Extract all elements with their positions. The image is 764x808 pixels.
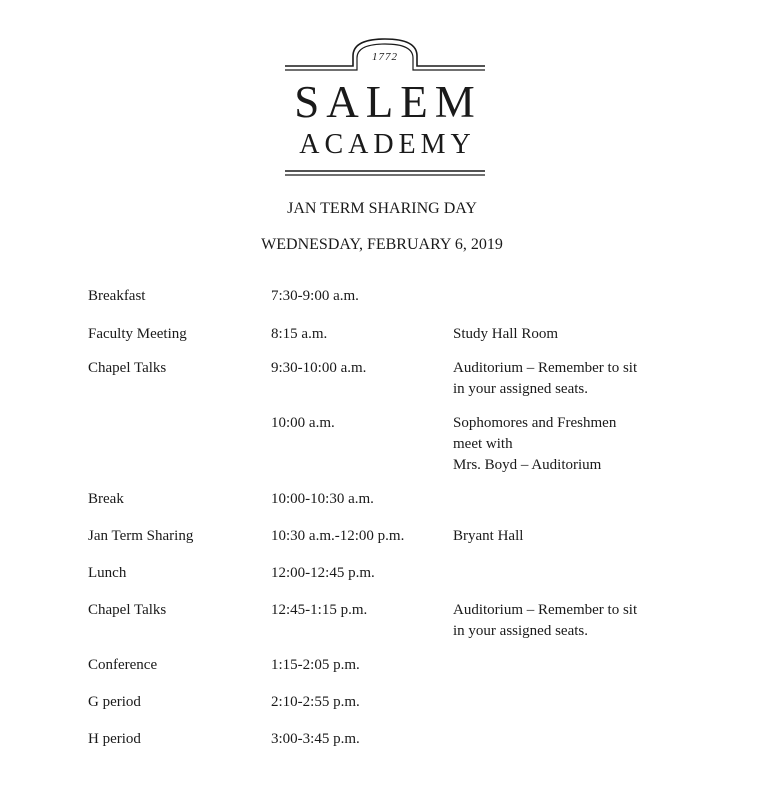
schedule-time: 10:00 a.m.	[271, 415, 335, 431]
schedule-time: 3:00-3:45 p.m.	[271, 731, 360, 747]
logo-year: 1772	[372, 51, 398, 63]
schedule-location-line: Mrs. Boyd – Auditorium	[453, 457, 602, 473]
schedule-event: Chapel Talks	[88, 360, 167, 376]
schedule-location-line: Auditorium – Remember to sit	[453, 360, 638, 376]
schedule-time: 9:30-10:00 a.m.	[271, 360, 367, 376]
schedule-time: 12:00-12:45 p.m.	[271, 565, 375, 581]
document-date: WEDNESDAY, FEBRUARY 6, 2019	[261, 236, 503, 253]
schedule-location-line: in your assigned seats.	[453, 381, 588, 397]
schedule-time: 12:45-1:15 p.m.	[271, 602, 368, 618]
schedule-time: 10:30 a.m.-12:00 p.m.	[271, 528, 405, 544]
schedule-event: Breakfast	[88, 288, 146, 304]
schedule-time: 1:15-2:05 p.m.	[271, 657, 360, 673]
schedule-event: H period	[88, 731, 141, 747]
schedule-location	[453, 526, 743, 547]
logo-word-academy: ACADEMY	[299, 129, 476, 160]
schedule-location	[453, 600, 743, 642]
schedule-event: Jan Term Sharing	[88, 528, 194, 544]
schedule-location-line: Auditorium – Remember to sit	[453, 602, 638, 618]
schedule-event: Faculty Meeting	[88, 326, 187, 342]
schedule-event: G period	[88, 694, 141, 710]
schedule-location-line: Sophomores and Freshmen	[453, 415, 617, 431]
schedule-location	[453, 413, 743, 476]
schedule-location-line: Study Hall Room	[453, 326, 559, 342]
schedule-event: Chapel Talks	[88, 602, 167, 618]
schedule-event: Lunch	[88, 565, 127, 581]
schedule-time: 10:00-10:30 a.m.	[271, 491, 374, 507]
document-title: JAN TERM SHARING DAY	[287, 200, 477, 217]
schedule-event: Break	[88, 491, 124, 507]
schedule-location-line: in your assigned seats.	[453, 623, 588, 639]
schedule-time: 7:30-9:00 a.m.	[271, 288, 359, 304]
schedule-location-line: meet with	[453, 436, 513, 452]
schedule-location	[453, 358, 743, 400]
logo-word-salem: SALEM	[294, 77, 482, 127]
schedule-location-line: Bryant Hall	[453, 528, 524, 544]
schedule-location	[453, 324, 743, 345]
schedule-time: 2:10-2:55 p.m.	[271, 694, 360, 710]
schedule-event: Conference	[88, 657, 158, 673]
schedule-time: 8:15 a.m.	[271, 326, 328, 342]
